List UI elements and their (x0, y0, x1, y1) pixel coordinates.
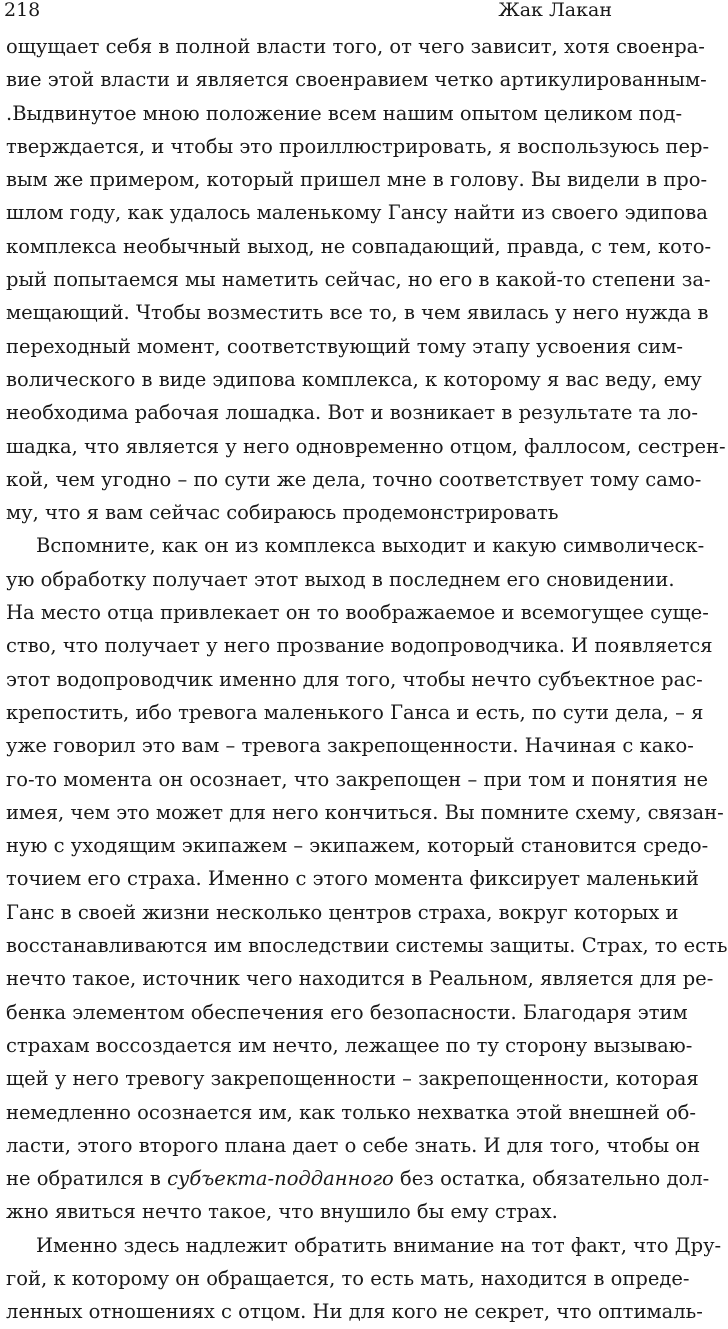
text-line: Именно здесь надлежит обратить внимание на тот факт, что Дру- (36, 1233, 722, 1257)
running-title: Жак Лакан (498, 0, 612, 21)
text-line: гой, к которому он обращается, то есть мать, находится в опреде- (6, 1266, 690, 1290)
text-line: ство, что получает у него прозвание водопроводчика. И появляется (6, 634, 713, 658)
page-number: 218 (4, 0, 41, 21)
text-line: жно явиться нечто такое, что внушило бы ему страх. (6, 1200, 558, 1224)
text-line: уже говорил это вам – тревога закрепощенности. Начиная с како- (6, 734, 694, 758)
text-line: На место отца привлекает он то воображаемое и всемогущее суще- (6, 601, 709, 625)
text-line: переходный момент, соответствующий тому этапу усвоения сим- (6, 334, 683, 358)
text-line: .Выдвинутое мною положение всем нашим опытом целиком под- (6, 101, 683, 125)
page-header (4, 0, 612, 24)
text-line: щей у него тревогу закрепощенности – закрепощенности, которая (6, 1067, 699, 1091)
text-line: бенка элементом обеспечения его безопасности. Благодаря этим (6, 1000, 688, 1024)
text-line: ласти, этого второго плана дает о себе знать. И для того, чтобы он (6, 1133, 701, 1157)
text-line: шадка, что является у него одновременно отцом, фаллосом, сестрен- (6, 434, 726, 458)
text-line: ощущает себя в полной власти того, от чего зависит, хотя своенра- (6, 35, 705, 58)
text-line: кой, чем угодно – по сути же дела, точно соответствует тому само- (6, 467, 702, 491)
text-line: волического в виде эдипова комплекса, к которому я вас веду, ему (6, 367, 702, 391)
text-line: вие этой власти и является своенравием четко артикулированным- (6, 68, 707, 92)
body-text (6, 30, 728, 1329)
text-line: крепостить, ибо тревога маленького Ганса и есть, по сути дела, – я (6, 700, 704, 724)
text-line: Ганс в своей жизни несколько центров страха, вокруг которых и (6, 900, 679, 924)
text-line: го-то момента он осознает, что закрепощен – при том и понятия не (6, 767, 709, 791)
text-line: ленных отношениях с отцом. Ни для кого не секрет, что оптималь- (6, 1300, 703, 1324)
text-segment: без остатка, обязательно дол- (393, 1167, 710, 1191)
text-line: тверждается, и чтобы это проиллюстрировать, я воспользуюсь пер- (6, 134, 710, 158)
text-line: ную с уходящим экипажем – экипажем, который становится средо- (6, 834, 709, 858)
text-line: имея, чем это может для него кончиться. Вы помните схему, связан- (6, 800, 724, 824)
text-line: му, что я вам сейчас собираюсь продемонстрировать (6, 501, 559, 525)
text-line: ую обработку получает этот выход в последнем его сновидении. (6, 567, 675, 591)
text-line: точием его страха. Именно с этого момента фиксирует маленький (6, 867, 699, 891)
text-line: нечто такое, источник чего находится в Реальном, является для ре- (6, 967, 714, 991)
italic-term: субъекта-подданного (167, 1167, 394, 1191)
text-line: комплекса необычный выход, не совпадающий, правда, с тем, кото- (6, 234, 712, 258)
text-line: вым же примером, который пришел мне в голову. Вы видели в про- (6, 168, 708, 192)
text-line: шлом году, как удалось маленькому Гансу найти из своего эдипова (6, 201, 708, 225)
text-line: необходима рабочая лошадка. Вот и возникает в результате та ло- (6, 401, 698, 425)
text-line: восстанавливаются им впоследствии системы защиты. Страх, то есть (6, 934, 728, 958)
text-line: Вспомните, как он из комплекса выходит и какую символическ- (36, 534, 705, 558)
text-line (6, 1162, 710, 1195)
text-line: мещающий. Чтобы возместить все то, в чем явилась у него нужда в (6, 301, 709, 325)
text-line: немедленно осознается им, как только нехватка этой внешней об- (6, 1100, 696, 1124)
text-line: этот водопроводчик именно для того, чтобы нечто субъектное рас- (6, 667, 703, 691)
text-segment: не обратился в (6, 1167, 168, 1191)
text-line: страхам воссоздается им нечто, лежащее по ту сторону вызываю- (6, 1033, 693, 1057)
text-line: рый попытаемся мы наметить сейчас, но его в какой-то степени за- (6, 268, 711, 292)
